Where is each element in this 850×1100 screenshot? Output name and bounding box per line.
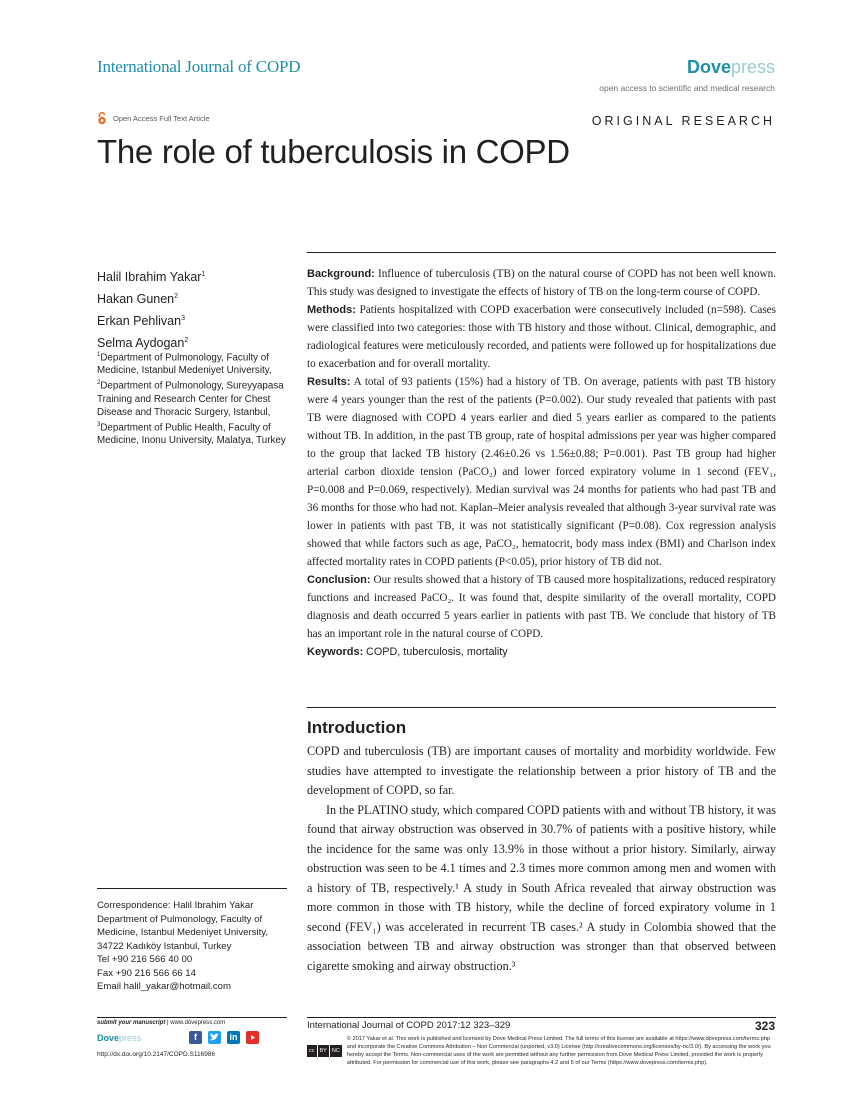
footer-citation: International Journal of COPD 2017:12 323–329 <box>307 1020 511 1031</box>
submit-manuscript-link[interactable]: submit your manuscript | www.dovepress.com <box>97 1020 226 1026</box>
author[interactable]: Erkan Pehlivan$^3$ <box>97 314 185 329</box>
author-list <box>97 265 205 354</box>
author[interactable]: Selma Aydogan$^2$ <box>97 336 189 351</box>
twitter-icon[interactable] <box>208 1031 221 1044</box>
publisher-tagline: open access to scientific and medical research <box>599 83 775 93</box>
introduction-body <box>307 742 776 976</box>
abstract-conclusion: Conclusion: Our results showed that a history of TB caused more hospitalizations, reduced respiratory functions and increased PaCO₂. It was found that, despite similarity of the overall mortality, COPD diagnosis and death occurred 5 years earlier in patients with past TB. We conclude that history of TB has an important role in the natural course of COPD. <box>307 574 777 640</box>
article-title: The role of tuberculosis in COPD <box>97 133 570 170</box>
open-access-line <box>97 112 210 125</box>
section-heading-introduction: Introduction <box>307 718 407 737</box>
open-access-lock-icon <box>97 112 107 125</box>
license-block <box>307 1035 776 1067</box>
page-number: 323 <box>754 1019 775 1033</box>
abstract-keywords: Keywords: COPD, tuberculosis, mortality <box>307 646 508 658</box>
publisher-logo[interactable] <box>687 57 775 78</box>
linkedin-icon[interactable]: in <box>227 1031 240 1044</box>
abstract-background: Background: Influence of tuberculosis (TB) on the natural course of COPD has not been well known. This study was designed to investigate the effects of history of TB on the long-term course of COPD. <box>307 268 777 298</box>
article-type: ORIGINAL RESEARCH <box>591 114 775 128</box>
divider <box>97 888 287 889</box>
correspondence-email[interactable]: Email halil_yakar@hotmail.com <box>97 981 231 992</box>
divider <box>307 707 776 708</box>
license-text: © 2017 Yakar et al. This work is published and licensed by Dove Medical Press Limited. The full terms of this license are available at https://www.dovepress.com/terms.php and incorporate the Creative Commons Attribution – Non Commercial (unported, v3.0) License (http://creativecommons.org/licenses/by-nc/3.0/). By accessing the work you hereby accept the Terms. Non-commercial uses of the work are permitted without any further permission from Dove Medical Press Limited, provided the work is properly attributed. For permission for commercial use of this work, please see paragraphs 4.2 and 5 of our Terms (https://www.dovepress.com/terms.php). <box>346 1036 771 1066</box>
youtube-icon[interactable] <box>246 1031 259 1044</box>
open-access-label: Open Access Full Text Article <box>113 114 210 123</box>
facebook-icon[interactable]: f <box>189 1031 202 1044</box>
author[interactable]: Halil Ibrahim Yakar$^1$ <box>97 270 206 285</box>
social-bar <box>97 1031 259 1044</box>
abstract-methods: Methods: Patients hospitalized with COPD exacerbation were consecutively included (n=598). Cases were classified into two categories: those with TB history and those without. Clinical, demographic, and radiological features were meticulously recorded, and patients were followed up for hospitalizations due to exacerbation and for overall mortality. <box>307 304 776 370</box>
paragraph: COPD and tuberculosis (TB) are important causes of mortality and morbidity worldwide. Few studies have attempted to investigate the relationship between a prior history of TB and the development of COPD, so far. <box>307 744 776 797</box>
doi-link[interactable]: http://dx.doi.org/10.2147/COPD.S116986 <box>97 1051 216 1058</box>
abstract <box>307 265 776 661</box>
publisher-brand-suffix: press <box>730 57 775 77</box>
paragraph: In the PLATINO study, which compared COPD patients with and without TB history, it was found that airway obstruction was observed in 30.7% of patients with a positive history, while the incidence for the same was only 13.9% in those without a prior history. Similarly, airway obstruction was seen to be 4.1 times and 2.3 times more common among men and women with a history of TB, respectively.¹ A study in South Africa revealed that airway obstruction was more common in those with TB history, while the decline of forced expiratory volume in 1 second (FEV₁) was accelerated in recurrent TB cases.² A study in Colombia showed that the association between TB and airway obstruction was stronger than that observed between cigarette smoking and airway obstruction.³ <box>307 802 776 973</box>
correspondence-block: Correspondence: Halil Ibrahim Yakar Department of Pulmonology, Faculty of Medicine, Istanbul Medeniyet University, 34722 Kadıköy Istanbul, Turkey Tel +90 216 566 40 00 Fax +90 216 566 66 14 Email halil_yakar@hotmail.com <box>97 899 297 994</box>
abstract-results: Results: A total of 93 patients (15%) had a history of TB. On average, patients with past TB history were 4 years younger than the rest of the patients (P=0.002). Our study revealed that patients with past TB were diagnosed with COPD 4 years earlier and died 5 years earlier as compared to the patients without TB. In addition, in the past TB group, rate of hospital admissions per year was higher compared to the group that lacked TB history (2.46±0.26 vs 1.56±0.88; P=0.001). Past TB group had higher arterial carbon dioxide tension (PaCO₂) and lower forced expiratory volume in 1 second (FEV₁, P=0.008 and P=0.069, respectively). Median survival was 24 months for patients who had past TB and 36 months for those who had not. Kaplan–Meier analysis revealed that although 3-year survival rate was lower in patients with past TB, it was not statistically significant (P=0.08). Cox regression analysis showed that while factors such as age, PaCO₂, hematocrit, body mass index (BMI) and Charlson index affected mortality rates in COPD patients (P<0.05), prior history of TB did not. <box>307 376 776 568</box>
divider <box>307 1017 776 1018</box>
creative-commons-badge-icon[interactable]: cc BY NC <box>307 1035 342 1067</box>
affiliations: $^1$Department of Pulmonology, Faculty of Medicine, Istanbul Medeniyet University, $^2$Department of Pulmonology, Sureyyapasa Training and Research Center for Chest Disease and Thoracic Surgery, Istanbul, $^3$Department of Public Health, Faculty of Medicine, Inonu University, Malatya, Turkey <box>97 352 286 446</box>
divider <box>97 1017 287 1018</box>
divider <box>307 252 776 253</box>
footer-brand-logo[interactable]: Dovepress <box>97 1032 142 1043</box>
publisher-brand: Dove <box>686 57 731 77</box>
author[interactable]: Hakan Gunen$^2$ <box>97 292 179 307</box>
journal-title[interactable]: International Journal of COPD <box>97 57 301 76</box>
